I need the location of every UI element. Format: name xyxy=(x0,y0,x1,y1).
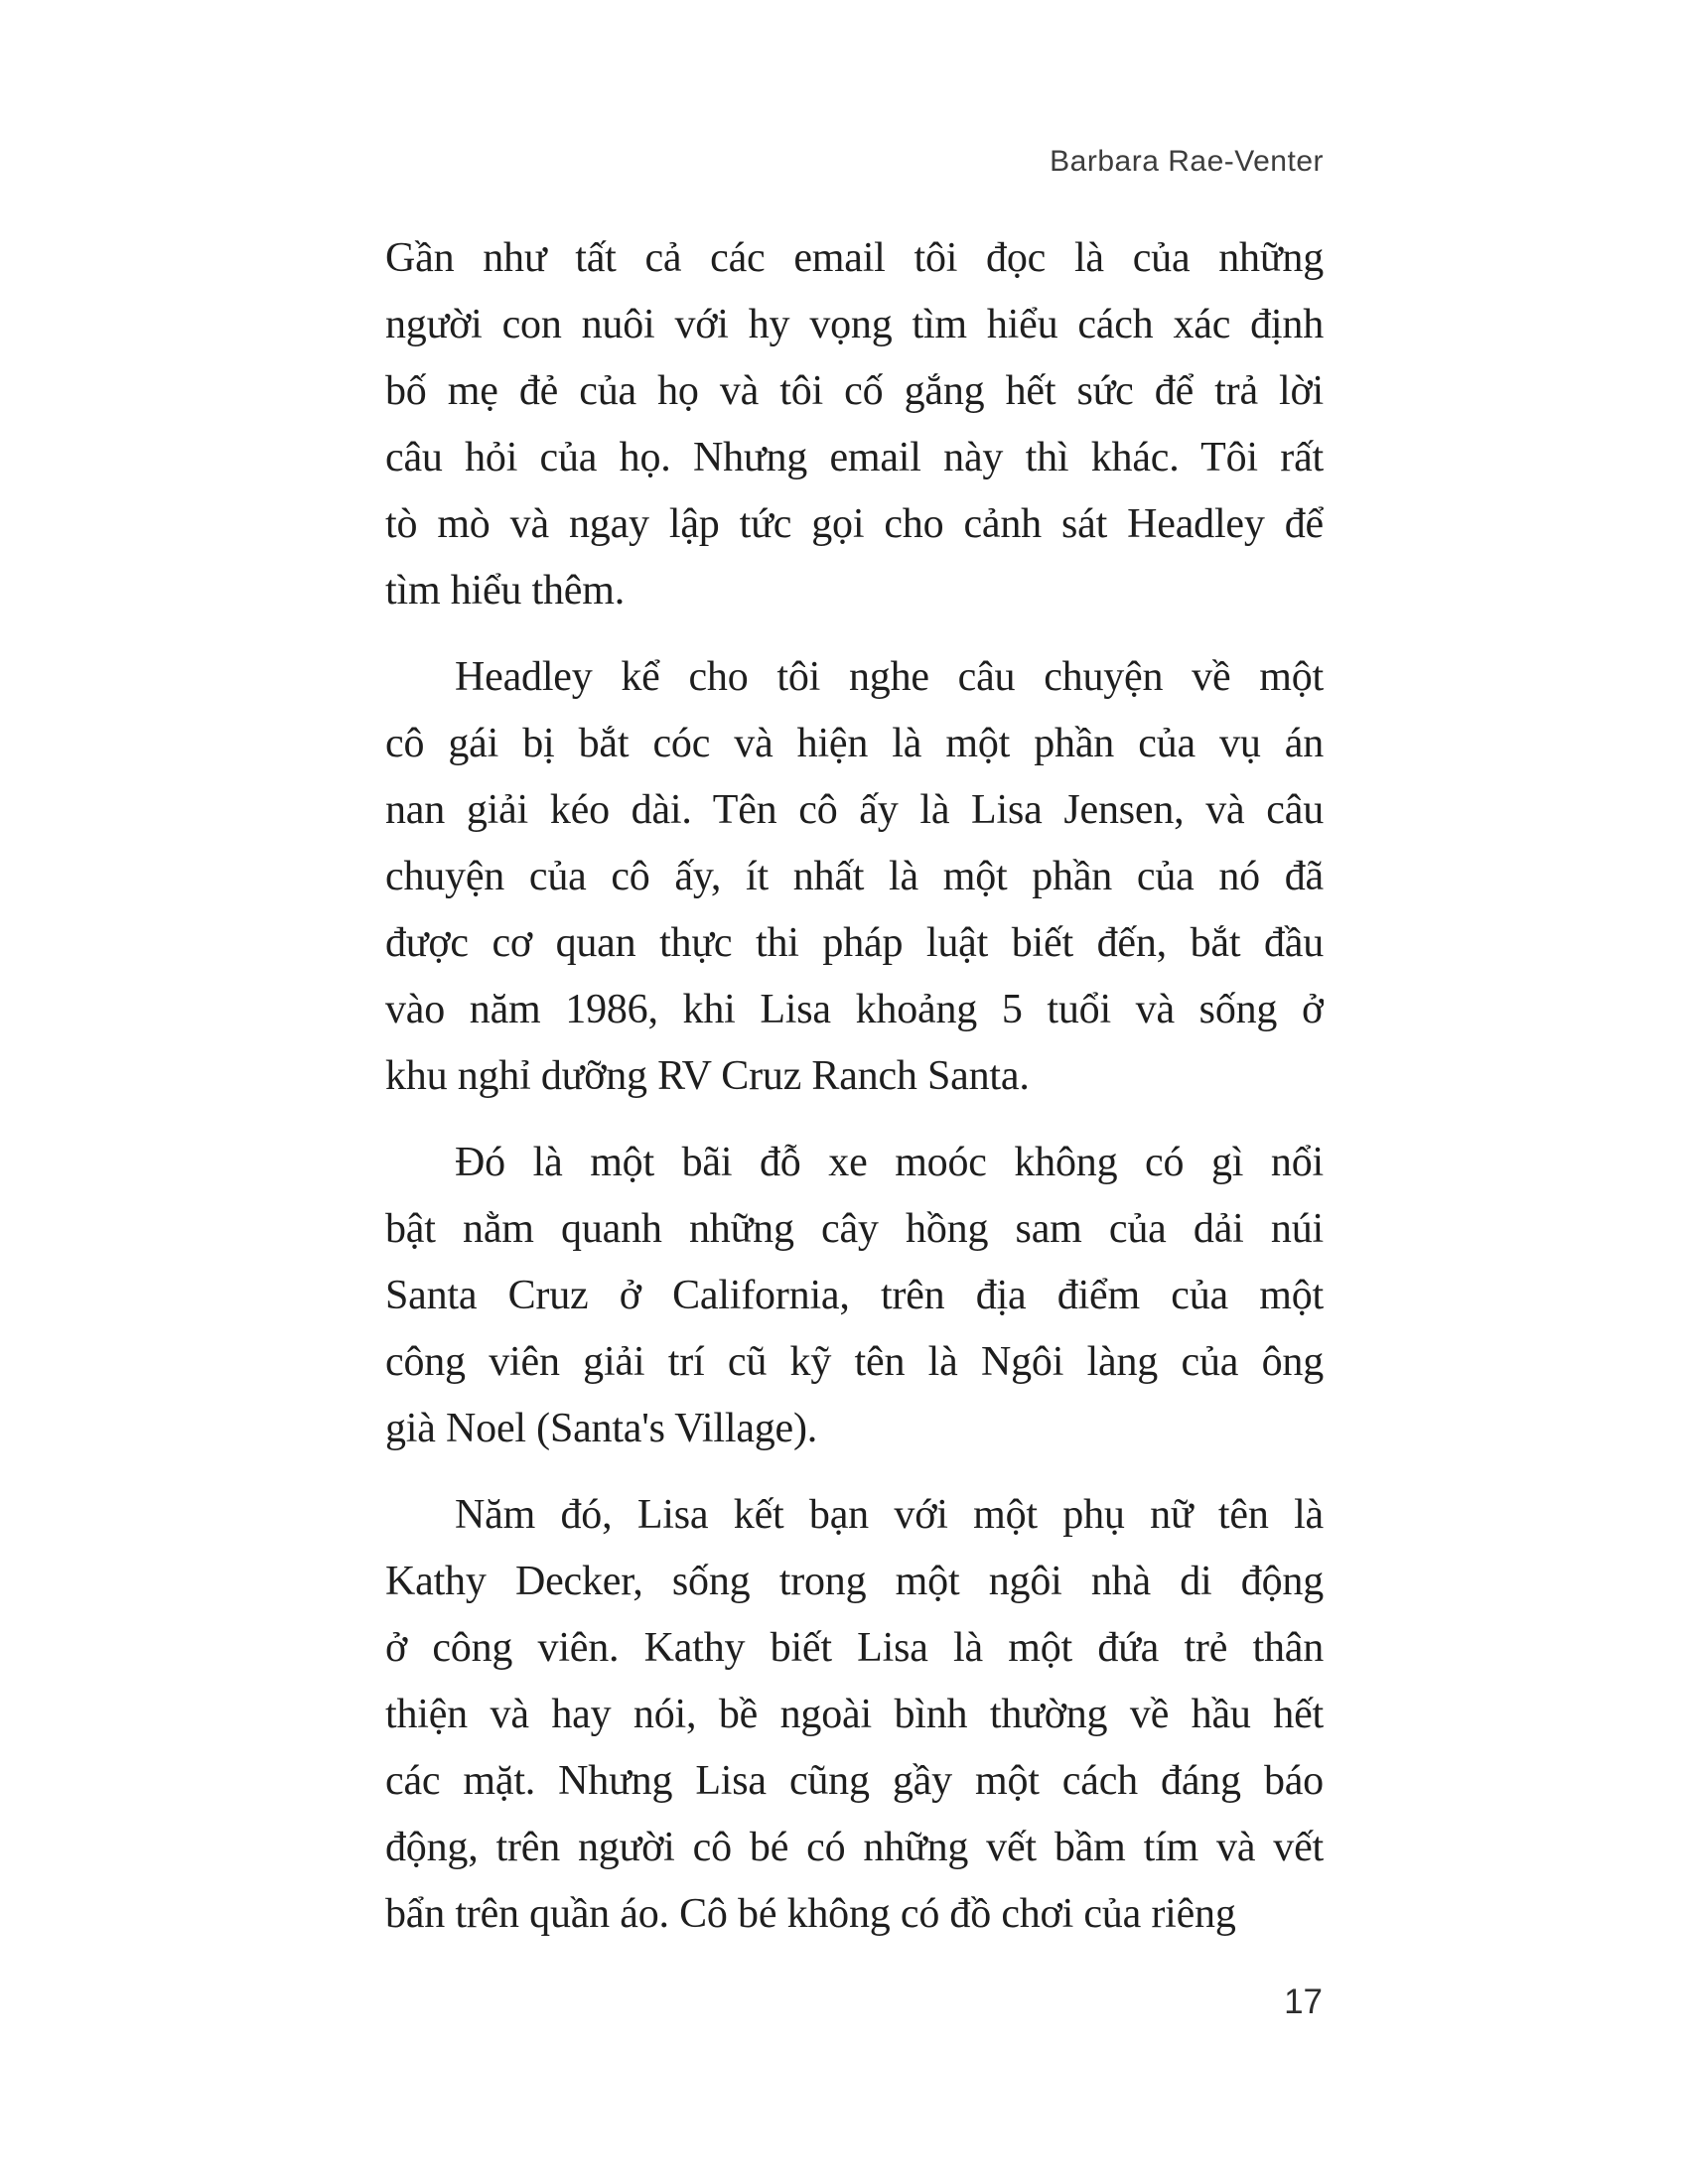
text-line: Headley kể cho tôi nghe câu chuyện về một xyxy=(455,654,1324,700)
text-line: Santa Cruz ở California, trên địa điểm của một xyxy=(385,1273,1324,1318)
body-text xyxy=(385,225,1324,1948)
text-line: được cơ quan thực thi pháp luật biết đến, bắt đầu xyxy=(385,920,1324,966)
text-line: khu nghỉ dưỡng RV Cruz Ranch Santa. xyxy=(385,1053,1030,1099)
text-line: động, trên người cô bé có những vết bầm tím và vết xyxy=(385,1825,1324,1870)
text-line: tìm hiểu thêm. xyxy=(385,568,625,614)
text-line: già Noel (Santa's Village). xyxy=(385,1406,818,1451)
text-line: người con nuôi với hy vọng tìm hiểu cách xác định xyxy=(385,302,1324,347)
text-line: các mặt. Nhưng Lisa cũng gầy một cách đáng báo xyxy=(385,1758,1324,1804)
paragraph xyxy=(385,1130,1324,1462)
text-line: vào năm 1986, khi Lisa khoảng 5 tuổi và sống ở xyxy=(385,987,1324,1032)
paragraph xyxy=(385,225,1324,624)
text-line: thiện và hay nói, bề ngoài bình thường về hầu hết xyxy=(385,1692,1324,1737)
text-line: Đó là một bãi đỗ xe moóc không có gì nổi xyxy=(455,1140,1324,1185)
running-header: Barbara Rae-Venter xyxy=(1050,145,1324,178)
text-line: bật nằm quanh những cây hồng sam của dải núi xyxy=(385,1206,1324,1252)
text-line: tò mò và ngay lập tức gọi cho cảnh sát Headley để xyxy=(385,501,1324,547)
paragraph xyxy=(385,1482,1324,1948)
text-line: chuyện của cô ấy, ít nhất là một phần của nó đã xyxy=(385,854,1324,899)
text-line: ở công viên. Kathy biết Lisa là một đứa trẻ thân xyxy=(385,1625,1324,1671)
text-line: Kathy Decker, sống trong một ngôi nhà di động xyxy=(385,1559,1324,1604)
text-line: Năm đó, Lisa kết bạn với một phụ nữ tên là xyxy=(455,1492,1324,1538)
text-line: câu hỏi của họ. Nhưng email này thì khác. Tôi rất xyxy=(385,435,1324,480)
text-line: cô gái bị bắt cóc và hiện là một phần của vụ án xyxy=(385,721,1324,766)
text-line: bẩn trên quần áo. Cô bé không có đồ chơi của riêng xyxy=(385,1891,1236,1937)
text-line: Gần như tất cả các email tôi đọc là của những xyxy=(385,235,1324,281)
text-line: nan giải kéo dài. Tên cô ấy là Lisa Jensen, và câu xyxy=(385,787,1324,833)
text-line: bố mẹ đẻ của họ và tôi cố gắng hết sức để trả lời xyxy=(385,368,1324,414)
text-line: công viên giải trí cũ kỹ tên là Ngôi làng của ông xyxy=(385,1339,1324,1385)
page-number: 17 xyxy=(1284,1982,1323,2021)
paragraph xyxy=(385,644,1324,1110)
